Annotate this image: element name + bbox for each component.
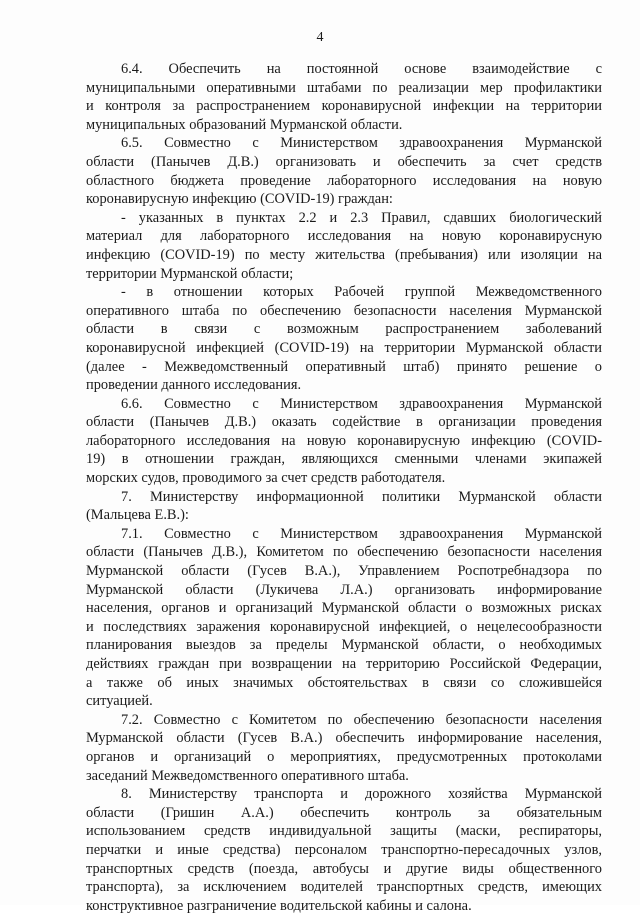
text-line: 6.6. Совместно с Министерством здравоохранения Мурманской (121, 395, 602, 412)
text-line: действиях граждан при возвращении на территорию Российской Федерации, (86, 656, 602, 672)
page-number: 4 (316, 30, 324, 45)
text-line: транспортных средств (поезда, автобусы и другие виды общественного (86, 860, 602, 877)
text-line: - указанных в пунктах 2.2 и 2.3 Правил, сдавших биологический (121, 209, 602, 226)
text-line: Мурманской области (Гусев В.А.) обеспечить информирование населения, (86, 730, 602, 747)
text-line: 19) в отношении граждан, являющихся сменными членами экипажей (86, 451, 602, 468)
text-line: инфекцию (COVID-19) по месту жительства (пребывания) или изоляции на (86, 246, 602, 263)
text-line: транспорта), за исключением водителей транспортных средств, имеющих (86, 879, 602, 896)
text-line: 7. Министерству информационной политики Мурманской области (121, 488, 602, 505)
text-line: 7.1. Совместно с Министерством здравоохранения Мурманской (121, 525, 602, 542)
text-line: заседаний Межведомственного оперативного штаба. (86, 767, 409, 784)
text-line: использованием средств индивидуальной защиты (маски, респираторы, (86, 823, 602, 840)
text-line: 8. Министерству транспорта и дорожного хозяйства Мурманской (121, 786, 602, 803)
text-line: перчатки и иные средства) персоналом транспортно-пересадочных узлов, (86, 841, 602, 858)
text-line: и контроля за распространением коронавирусной инфекции на территории (86, 98, 602, 115)
text-line: 6.5. Совместно с Министерством здравоохранения Мурманской (121, 135, 602, 152)
text-line: населения, органов и организаций Мурманской области о возможных рисках (86, 600, 602, 617)
text-line: области (Панычев Д.В.) оказать содействие в организации проведения (86, 414, 602, 431)
text-line: Мурманской области (Гусев В.А.), Управлением Роспотребнадзора по (86, 563, 602, 580)
text-line: оперативного штаба по обеспечению безопасности населения Мурманской (86, 302, 602, 319)
text-line: муниципальными оперативными штабами по реализации мер профилактики (86, 79, 602, 96)
text-line: территории Мурманской области; (86, 265, 294, 282)
text-line: а также об иных значимых обстоятельствах в связи со сложившейся (86, 674, 602, 691)
text-line: Мурманской области (Лукичева Л.А.) организовать информирование (86, 581, 602, 598)
text-line: 6.4. Обеспечить на постоянной основе взаимодействие с (121, 61, 602, 77)
text-line: области (Панычев Д.В.) организовать и обеспечить за счет средств (86, 153, 602, 170)
text-line: лабораторного исследования на новую коронавирусную инфекцию (COVID- (86, 432, 602, 449)
text-line: областного бюджета проведение лабораторного исследования на новую (86, 172, 602, 189)
text-line: - в отношении которых Рабочей группой Межведомственного (121, 284, 602, 301)
text-line: коронавирусной инфекцией (COVID-19) на территории Мурманской области (86, 339, 602, 356)
text-line: области (Панычев Д.В.), Комитетом по обеспечению безопасности населения (86, 544, 602, 561)
text-line: (Мальцева Е.В.): (86, 507, 189, 524)
text-line: материал для лабораторного исследования на новую коронавирусную (86, 228, 602, 245)
text-line: ситуацией. (86, 693, 153, 710)
document-body (86, 60, 602, 915)
text-line: проведении данного исследования. (86, 377, 302, 394)
text-line: коронавирусную инфекцию (COVID-19) граждан: (86, 191, 393, 208)
text-line: 7.2. Совместно с Комитетом по обеспечению безопасности населения (121, 711, 602, 728)
text-line: муниципальных образований Мурманской области. (86, 116, 403, 133)
text-line: органов и организаций о мероприятиях, предусмотренных протоколами (86, 748, 602, 765)
text-line: планирования выездов за пределы Мурманской области, о необходимых (86, 637, 602, 654)
text-line: области в связи с возможным распространением заболеваний (86, 321, 602, 338)
text-line: конструктивное разграничение водительской кабины и салона. (86, 897, 472, 914)
text-line: (далее - Межведомственный оперативный штаб) принято решение о (86, 358, 602, 375)
text-line: области (Гришин А.А.) обеспечить контроль за обязательным (86, 804, 602, 821)
text-line: морских судов, проводимого за счет средств работодателя. (86, 470, 446, 487)
text-line: и последствиях заражения коронавирусной инфекцией, о нецелесообразности (86, 618, 602, 635)
